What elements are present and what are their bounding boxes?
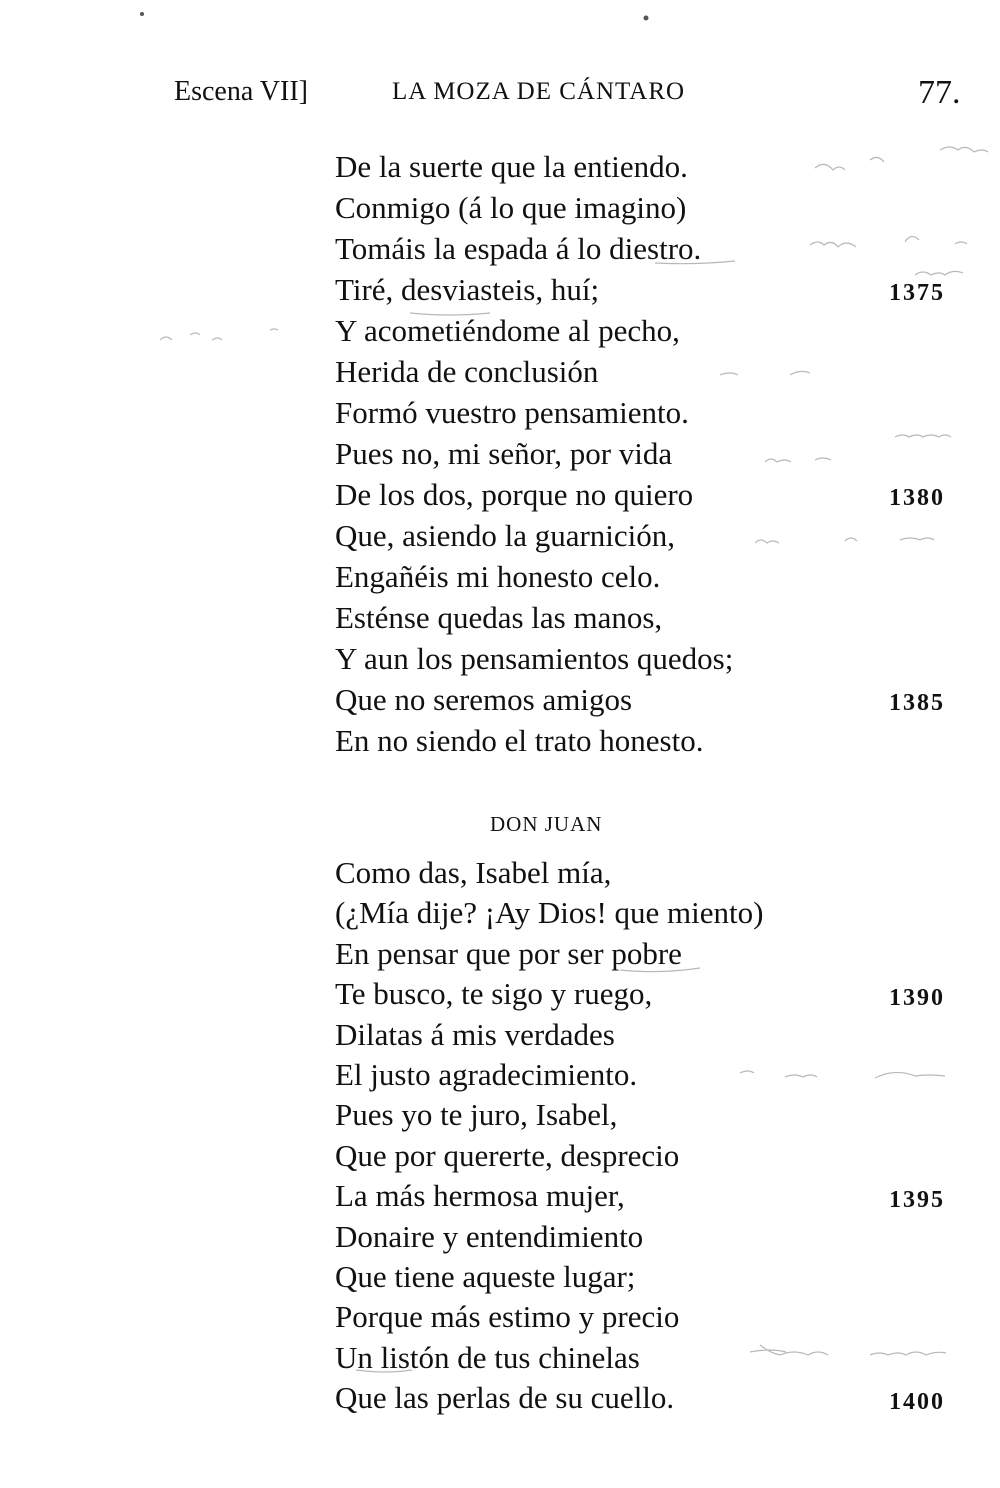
verse-line	[335, 1136, 763, 1176]
verse-text: Engañéis mi honesto celo.	[335, 559, 661, 594]
verse-text: En no siendo el trato honesto.	[335, 723, 704, 758]
verse-text: Formó vuestro pensamiento.	[335, 395, 689, 430]
verse-line	[335, 720, 733, 761]
verse-text: La más hermosa mujer,	[335, 1178, 625, 1214]
verse-line	[335, 974, 945, 1014]
verse-text: En pensar que por ser pobre	[335, 935, 682, 971]
line-number: 1375	[889, 280, 945, 306]
verse-text: Donaire y entendimiento	[335, 1218, 644, 1254]
verse-line	[335, 146, 733, 187]
verse-line	[335, 1015, 763, 1055]
verse-line	[335, 1176, 945, 1216]
verse-text: (¿Mía dije? ¡Ay Dios! que miento)	[335, 895, 764, 931]
verse-line	[335, 1217, 763, 1257]
verse-text: Y aun los pensamientos quedos;	[335, 641, 734, 676]
verse-line	[335, 556, 733, 597]
line-number: 1390	[889, 985, 945, 1012]
verse-stanza-2	[335, 853, 945, 1419]
verse-text: Esténse quedas las manos,	[335, 600, 663, 635]
verse-text: Un listón de tus chinelas	[335, 1339, 640, 1375]
verse-line	[335, 1257, 763, 1297]
verse-text: Que las perlas de su cuello.	[335, 1380, 675, 1416]
book-title: LA MOZA DE CÁNTARO	[392, 78, 686, 105]
verse-line	[335, 1297, 763, 1337]
verse-line	[335, 1095, 763, 1135]
verse-line	[335, 893, 763, 933]
verse-line	[335, 1055, 763, 1095]
verse-text: Y acometiéndome al pecho,	[335, 313, 680, 348]
verse-text: Como das, Isabel mía,	[335, 855, 612, 890]
page-number: 77.	[918, 74, 961, 111]
verse-text: Pues yo te juro, Isabel,	[335, 1097, 618, 1133]
verse-line	[335, 474, 945, 515]
verse-line	[335, 187, 733, 228]
verse-line	[335, 679, 945, 720]
verse-text: Que, asiendo la guarnición,	[335, 518, 676, 553]
speaker-name: DON JUAN	[490, 812, 603, 836]
verse-line	[335, 1338, 763, 1378]
running-header	[0, 70, 1000, 114]
verse-text: Dilatas á mis verdades	[335, 1016, 615, 1052]
verse-text: Porque más estimo y precio	[335, 1299, 680, 1335]
verse-text: Que por quererte, desprecio	[335, 1137, 680, 1173]
scene-label: Escena VII]	[174, 76, 308, 107]
verse-line	[335, 515, 733, 556]
verse-line	[335, 638, 733, 679]
verse-line	[335, 228, 733, 269]
verse-text: Herida de conclusión	[335, 354, 599, 389]
verse-text: Que tiene aqueste lugar;	[335, 1259, 636, 1295]
verse-text: De la suerte que la entiendo.	[335, 149, 688, 184]
verse-line	[335, 392, 733, 433]
verse-line	[335, 934, 763, 974]
verse-line	[335, 351, 733, 392]
line-number: 1380	[889, 485, 945, 511]
line-number: 1395	[889, 1187, 945, 1214]
verse-text: Conmigo (á lo que imagino)	[335, 190, 687, 225]
verse-line	[335, 433, 733, 474]
line-number: 1385	[889, 690, 945, 716]
verse-text: Tiré, desviasteis, huí;	[335, 272, 600, 307]
verse-text: Tomáis la espada á lo diestro.	[335, 231, 702, 266]
verse-line	[335, 1378, 945, 1418]
verse-line	[335, 269, 945, 310]
verse-line	[335, 597, 733, 638]
verse-line	[335, 853, 763, 893]
verse-text: El justo agradecimiento.	[335, 1057, 638, 1093]
verse-line	[335, 310, 733, 351]
line-number: 1400	[889, 1389, 945, 1416]
verse-text: De los dos, porque no quiero	[335, 477, 694, 512]
verse-text: Pues no, mi señor, por vida	[335, 436, 673, 471]
verse-stanza-1	[335, 146, 945, 761]
verse-text: Que no seremos amigos	[335, 682, 633, 717]
verse-text: Te busco, te sigo y ruego,	[335, 976, 653, 1012]
